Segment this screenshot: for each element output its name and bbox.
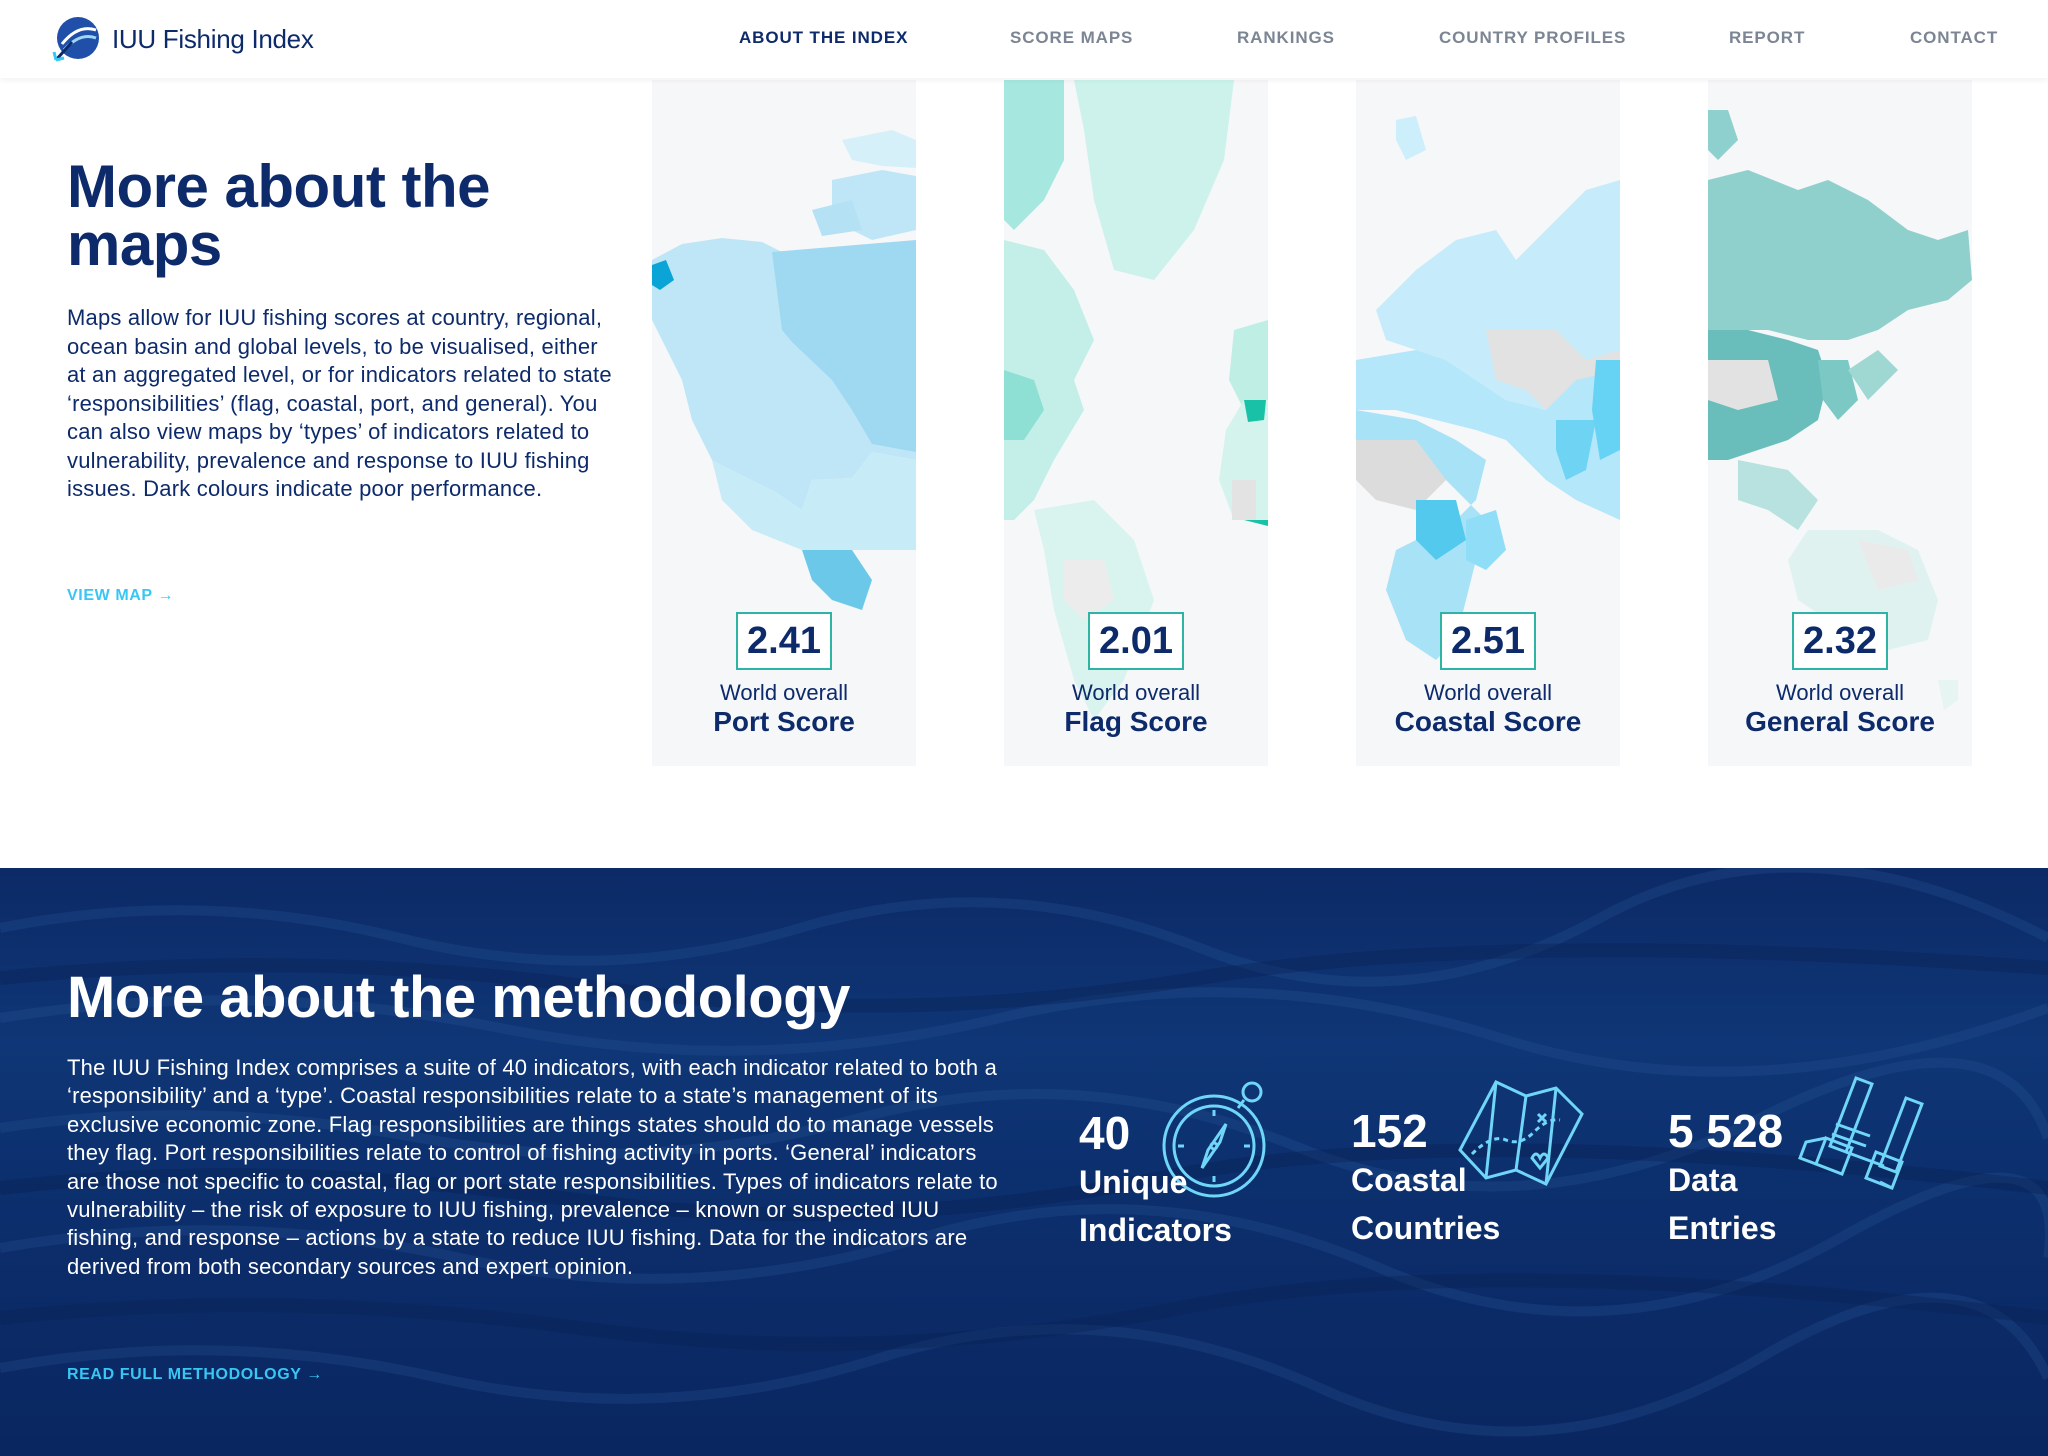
map-card-general[interactable] xyxy=(1708,80,1972,766)
nav-rankings[interactable]: RANKINGS xyxy=(1237,28,1335,47)
stat-label-line2: Indicators xyxy=(1079,1212,1232,1248)
flag-score-value: 2.01 xyxy=(1088,612,1184,670)
general-score-value: 2.32 xyxy=(1792,612,1888,670)
nav-score-maps[interactable]: SCORE MAPS xyxy=(1010,28,1134,47)
stat-number: 5 528 xyxy=(1668,1105,1784,1157)
binoculars-icon xyxy=(1796,1074,1934,1194)
nav-report[interactable]: REPORT xyxy=(1729,28,1806,47)
port-score-caption: World overall xyxy=(720,680,848,705)
stat-label-line1: Data xyxy=(1668,1162,1738,1198)
stat-number: 152 xyxy=(1351,1105,1428,1157)
port-score-name: Port Score xyxy=(713,706,855,737)
view-map-link[interactable]: VIEW MAP → xyxy=(67,587,175,604)
general-score-name: General Score xyxy=(1745,706,1935,737)
main-nav xyxy=(0,28,2048,52)
coastal-score-name: Coastal Score xyxy=(1394,706,1582,737)
methodology-section xyxy=(0,868,2048,1456)
coastal-score-value: 2.51 xyxy=(1440,612,1536,670)
maps-section-body: Maps allow for IUU fishing scores at country, regional, ocean basin and global levels, to be visualised, either at an aggregated level, or for indicators related to state ‘responsibilities’ (flag, coastal, port, and general). You can also view maps by ‘types’ of indicators related to vulnerability, prevalence and response to IUU fishing issues. Dark colours indicate poor performance. xyxy=(67,305,612,501)
stat-label-line2: Countries xyxy=(1351,1210,1501,1246)
site-header xyxy=(0,0,2048,78)
nav-country-profiles[interactable]: COUNTRY PROFILES xyxy=(1439,28,1627,47)
map-card-port[interactable] xyxy=(652,80,916,766)
stat-data-entries xyxy=(1668,1106,1783,1252)
map-card-coastal[interactable] xyxy=(1356,80,1620,766)
methodology-body: The IUU Fishing Index comprises a suite of 40 indicators, with each indicator related to both a ‘responsibility’ and a ‘type’. Coastal responsibilities relate to a state’s management of its exclusive economic zone. Flag responsibilities are things states should do to manage vessels they flag. Port responsibilities relate to control of fishing activity in ports. ‘General’ indicators are those not specific to coastal, flag or port state responsibilities. Types of indicators relate to vulnerability – the risk of exposure to IUU fishing, prevalence – known or suspected IUU fishing, and response – actions by a state to reduce IUU fishing. Data for the indicators are derived from both secondary sources and expert opinion. xyxy=(67,1055,998,1279)
brand-name: IUU Fishing Index xyxy=(112,23,314,54)
maps-title-line2: maps xyxy=(67,211,222,278)
nav-about-the-index[interactable]: ABOUT THE INDEX xyxy=(739,28,909,47)
maps-section-title xyxy=(67,153,627,278)
port-score-value: 2.41 xyxy=(736,612,832,670)
map-card-flag[interactable] xyxy=(1004,80,1268,766)
stat-label-line2: Entries xyxy=(1668,1210,1777,1246)
read-methodology-link[interactable]: READ FULL METHODOLOGY → xyxy=(67,1366,323,1383)
stat-label-line1: Coastal xyxy=(1351,1162,1467,1198)
nav-contact[interactable]: CONTACT xyxy=(1910,28,1999,47)
maps-title-line1: More about the xyxy=(67,153,490,220)
stat-label-line1: Unique xyxy=(1079,1164,1188,1200)
methodology-title: More about the methodology xyxy=(67,965,850,1030)
flag-score-caption: World overall xyxy=(1072,680,1200,705)
stat-number: 40 xyxy=(1079,1107,1131,1159)
coastal-score-caption: World overall xyxy=(1424,680,1552,705)
stat-coastal-countries xyxy=(1351,1106,1500,1252)
stat-unique-indicators xyxy=(1079,1108,1232,1254)
flag-score-name: Flag Score xyxy=(1064,706,1208,737)
general-score-caption: World overall xyxy=(1776,680,1904,705)
